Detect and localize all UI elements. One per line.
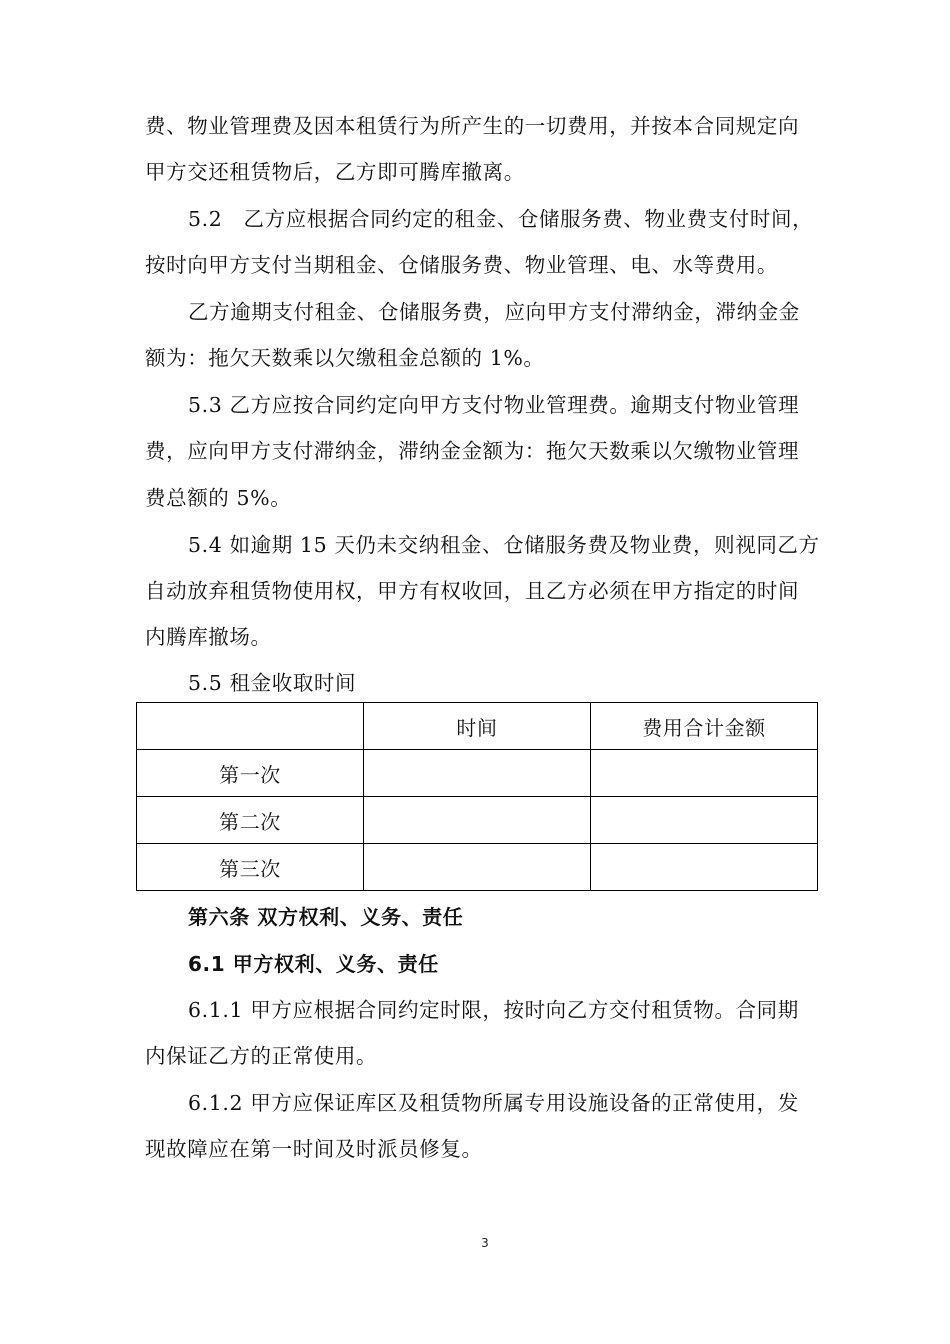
table-header-cell: 时间: [364, 703, 591, 750]
paragraph-line: 甲方交还租赁物后，乙方即可腾库撤离。: [145, 160, 525, 184]
section-6-heading: 第六条 双方权利、义务、责任: [188, 905, 464, 929]
table-cell: 第一次: [137, 750, 364, 797]
clause-5-4-line: 自动放弃租赁物使用权，甲方有权收回，且乙方必须在甲方指定的时间: [145, 579, 800, 603]
table-cell: [591, 797, 818, 844]
table-row: [137, 844, 818, 891]
table-header-row: [137, 703, 818, 750]
clause-5-2-line: 按时向甲方支付当期租金、仓储服务费、物业管理、电、水等费用。: [145, 253, 778, 277]
table-header-cell: 费用合计金额: [591, 703, 818, 750]
late-fee-line: 额为：拖欠天数乘以欠缴租金总额的 1%。: [145, 346, 545, 370]
clause-5-4-line: 5.4 如逾期 15 天仍未交纳租金、仓储服务费及物业费，则视同乙方: [188, 533, 820, 557]
late-fee-line: 乙方逾期支付租金、仓储服务费，应向甲方支付滞纳金，滞纳金金: [188, 300, 800, 324]
table-row: [137, 797, 818, 844]
paragraph-line: 费、物业管理费及因本租赁行为所产生的一切费用，并按本合同规定向: [145, 114, 800, 138]
clause-5-5-title: 5.5 租金收取时间: [188, 671, 357, 695]
table-cell: [591, 750, 818, 797]
rent-collection-table: [136, 702, 818, 891]
section-6-1-heading: 6.1 甲方权利、义务、责任: [188, 952, 439, 976]
table-cell: [364, 797, 591, 844]
table-cell: [591, 844, 818, 891]
table-row: [137, 750, 818, 797]
clause-5-3-line: 费总额的 5%。: [145, 486, 292, 510]
clause-6-1-2-line: 现故障应在第一时间及时派员修复。: [145, 1137, 483, 1161]
table-cell: 第二次: [137, 797, 364, 844]
clause-5-4-line: 内腾库撤场。: [145, 625, 272, 649]
clause-5-3-line: 5.3 乙方应按合同约定向甲方支付物业管理费。逾期支付物业管理: [188, 393, 800, 417]
table-cell: [364, 844, 591, 891]
clause-5-2-line: 5.2 乙方应根据合同约定的租金、仓储服务费、物业费支付时间，: [188, 207, 814, 231]
clause-5-3-line: 费，应向甲方支付滞纳金，滞纳金金额为：拖欠天数乘以欠缴物业管理: [145, 439, 800, 463]
clause-6-1-1-line: 内保证乙方的正常使用。: [145, 1044, 378, 1068]
clause-6-1-2-line: 6.1.2 甲方应保证库区及租赁物所属专用设施设备的正常使用，发: [188, 1091, 799, 1115]
clause-6-1-1-line: 6.1.1 甲方应根据合同约定时限，按时向乙方交付租赁物。合同期: [188, 998, 799, 1022]
table-header-cell: [137, 703, 364, 750]
page-number: 3: [481, 1236, 489, 1250]
table-cell: 第三次: [137, 844, 364, 891]
table-cell: [364, 750, 591, 797]
